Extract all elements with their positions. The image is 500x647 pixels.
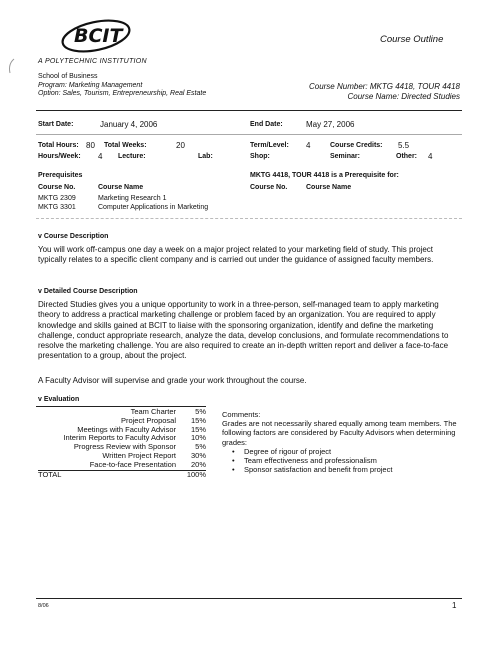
school-name: School of Business bbox=[38, 73, 98, 80]
detailed-description-text: Directed Studies gives you a unique opportunity to work in a three-person, self-managed team to apply marketing theory to address a practical marketing challenge or problem faced by an organization. You are required to apply knowledge and skills gained at BCIT to liaise with the sponsoring organization, identify and define the marketing challenge, conduct appropriate research, analyze the data, develop conclusions, and formulate recommendations to resolve the marketing challenge. You are also required to create an in-depth written report and deliver a face-to-face presentation to a group, about the project. bbox=[38, 300, 449, 361]
prereq-for-col-no: Course No. bbox=[250, 184, 288, 191]
shop-label: Shop: bbox=[250, 153, 270, 160]
eval-total-percent: 100% bbox=[186, 469, 206, 479]
prereq-col-no: Course No. bbox=[38, 184, 76, 191]
eval-percent: 20% bbox=[190, 459, 206, 469]
credits-value: 5.5 bbox=[398, 141, 410, 150]
list-item bbox=[232, 447, 462, 456]
course-name: Course Name: Directed Studies bbox=[347, 92, 460, 101]
bullet-icon: • bbox=[232, 465, 235, 475]
start-date-label: Start Date: bbox=[38, 121, 74, 128]
program-info bbox=[38, 73, 206, 99]
footer-divider bbox=[36, 598, 462, 599]
credits-label: Course Credits: bbox=[330, 142, 383, 149]
prereq-for-title: MKTG 4418, TOUR 4418 is a Prerequisite for: bbox=[250, 172, 399, 179]
list-item bbox=[232, 465, 462, 474]
lecture-label: Lecture: bbox=[118, 153, 146, 160]
divider bbox=[36, 110, 462, 111]
evaluation-heading: v Evaluation bbox=[38, 396, 80, 403]
prereq-row-no: MKTG 3301 bbox=[38, 204, 76, 211]
grading-factors-list bbox=[222, 447, 462, 475]
page-number: 1 bbox=[452, 601, 457, 610]
other-label: Other: bbox=[396, 153, 417, 160]
total-weeks-value: 20 bbox=[176, 141, 185, 150]
comments-title: Comments: bbox=[222, 410, 261, 419]
seminar-label: Seminar: bbox=[330, 153, 360, 160]
list-item-text: Degree of rigour of project bbox=[244, 446, 332, 456]
hours-week-value: 4 bbox=[98, 152, 103, 161]
prereq-row-name: Marketing Research 1 bbox=[98, 195, 167, 202]
eval-percent: 5% bbox=[195, 407, 206, 416]
tagline: A POLYTECHNIC INSTITUTION bbox=[38, 58, 147, 65]
eval-item: Team Charter bbox=[130, 407, 176, 416]
eval-percent: 10% bbox=[190, 433, 206, 443]
other-value: 4 bbox=[428, 152, 433, 161]
course-id-block bbox=[309, 82, 460, 102]
list-item bbox=[232, 456, 462, 465]
table-row bbox=[38, 461, 206, 470]
footer-date-code: 8/06 bbox=[38, 603, 49, 609]
comments-text: Grades are not necessarily shared equally among team members. The following factors are considered by Faculty Advisors when determining grades: bbox=[222, 419, 457, 447]
prereq-row-no: MKTG 2309 bbox=[38, 195, 76, 202]
prereq-for-col-name: Course Name bbox=[306, 184, 352, 191]
program-name: Program: Marketing Management bbox=[38, 81, 143, 89]
eval-item: Written Project Report bbox=[102, 450, 176, 460]
prereq-title: Prerequisites bbox=[38, 172, 83, 179]
eval-percent: 30% bbox=[190, 450, 206, 460]
eval-percent: 5% bbox=[195, 442, 206, 452]
evaluation-comments bbox=[222, 410, 462, 474]
total-weeks-label: Total Weeks: bbox=[104, 142, 147, 149]
margin-mark bbox=[6, 58, 16, 74]
eval-item: Meetings with Faculty Advisor bbox=[77, 424, 176, 434]
total-hours-value: 80 bbox=[86, 141, 95, 150]
end-date-label: End Date: bbox=[250, 121, 283, 128]
bcit-logo bbox=[58, 16, 138, 56]
detailed-description-heading: v Detailed Course Description bbox=[38, 288, 138, 295]
eval-item: Interim Reports to Faculty Advisor bbox=[63, 433, 176, 443]
eval-total-label: TOTAL bbox=[38, 469, 62, 479]
eval-item: Project Proposal bbox=[120, 415, 176, 425]
eval-percent: 15% bbox=[190, 415, 206, 425]
table-total-row bbox=[38, 470, 206, 479]
doc-type: Course Outline bbox=[380, 34, 444, 45]
divider bbox=[36, 134, 462, 135]
total-hours-label: Total Hours: bbox=[38, 142, 79, 149]
evaluation-table bbox=[38, 408, 206, 479]
list-item-text: Team effectiveness and professionalism bbox=[244, 456, 377, 466]
logo-text: BCIT bbox=[74, 25, 123, 47]
divider bbox=[36, 218, 462, 219]
start-date-value: January 4, 2006 bbox=[100, 120, 158, 129]
divider bbox=[36, 406, 206, 407]
eval-item: Progress Review with Sponsor bbox=[73, 442, 176, 452]
lab-label: Lab: bbox=[198, 153, 213, 160]
end-date-value: May 27, 2006 bbox=[306, 120, 355, 129]
term-value: 4 bbox=[306, 141, 311, 150]
prereq-col-name: Course Name bbox=[98, 184, 144, 191]
eval-percent: 15% bbox=[190, 424, 206, 434]
list-item-text: Sponsor satisfaction and benefit from project bbox=[244, 465, 393, 475]
prereq-row-name: Computer Applications in Marketing bbox=[98, 204, 209, 211]
term-label: Term/Level: bbox=[250, 142, 289, 149]
course-number: Course Number: MKTG 4418, TOUR 4418 bbox=[308, 82, 460, 91]
bullet-icon: • bbox=[232, 446, 235, 456]
bullet-icon: • bbox=[232, 456, 235, 466]
hours-week-label: Hours/Week: bbox=[38, 153, 81, 160]
course-description-text: You will work off-campus one day a week on a major project related to your marketing field of study. This project typically relates to a specific client company and is carried out under the guidance of assigned faculty members. bbox=[38, 245, 434, 265]
program-option: Option: Sales, Tourism, Entrepreneurship, Real Estate bbox=[38, 90, 207, 97]
eval-item: Face-to-face Presentation bbox=[89, 459, 176, 469]
faculty-advisor-note: A Faculty Advisor will supervise and grade your work throughout the course. bbox=[38, 376, 307, 385]
course-description-heading: v Course Description bbox=[38, 233, 109, 240]
